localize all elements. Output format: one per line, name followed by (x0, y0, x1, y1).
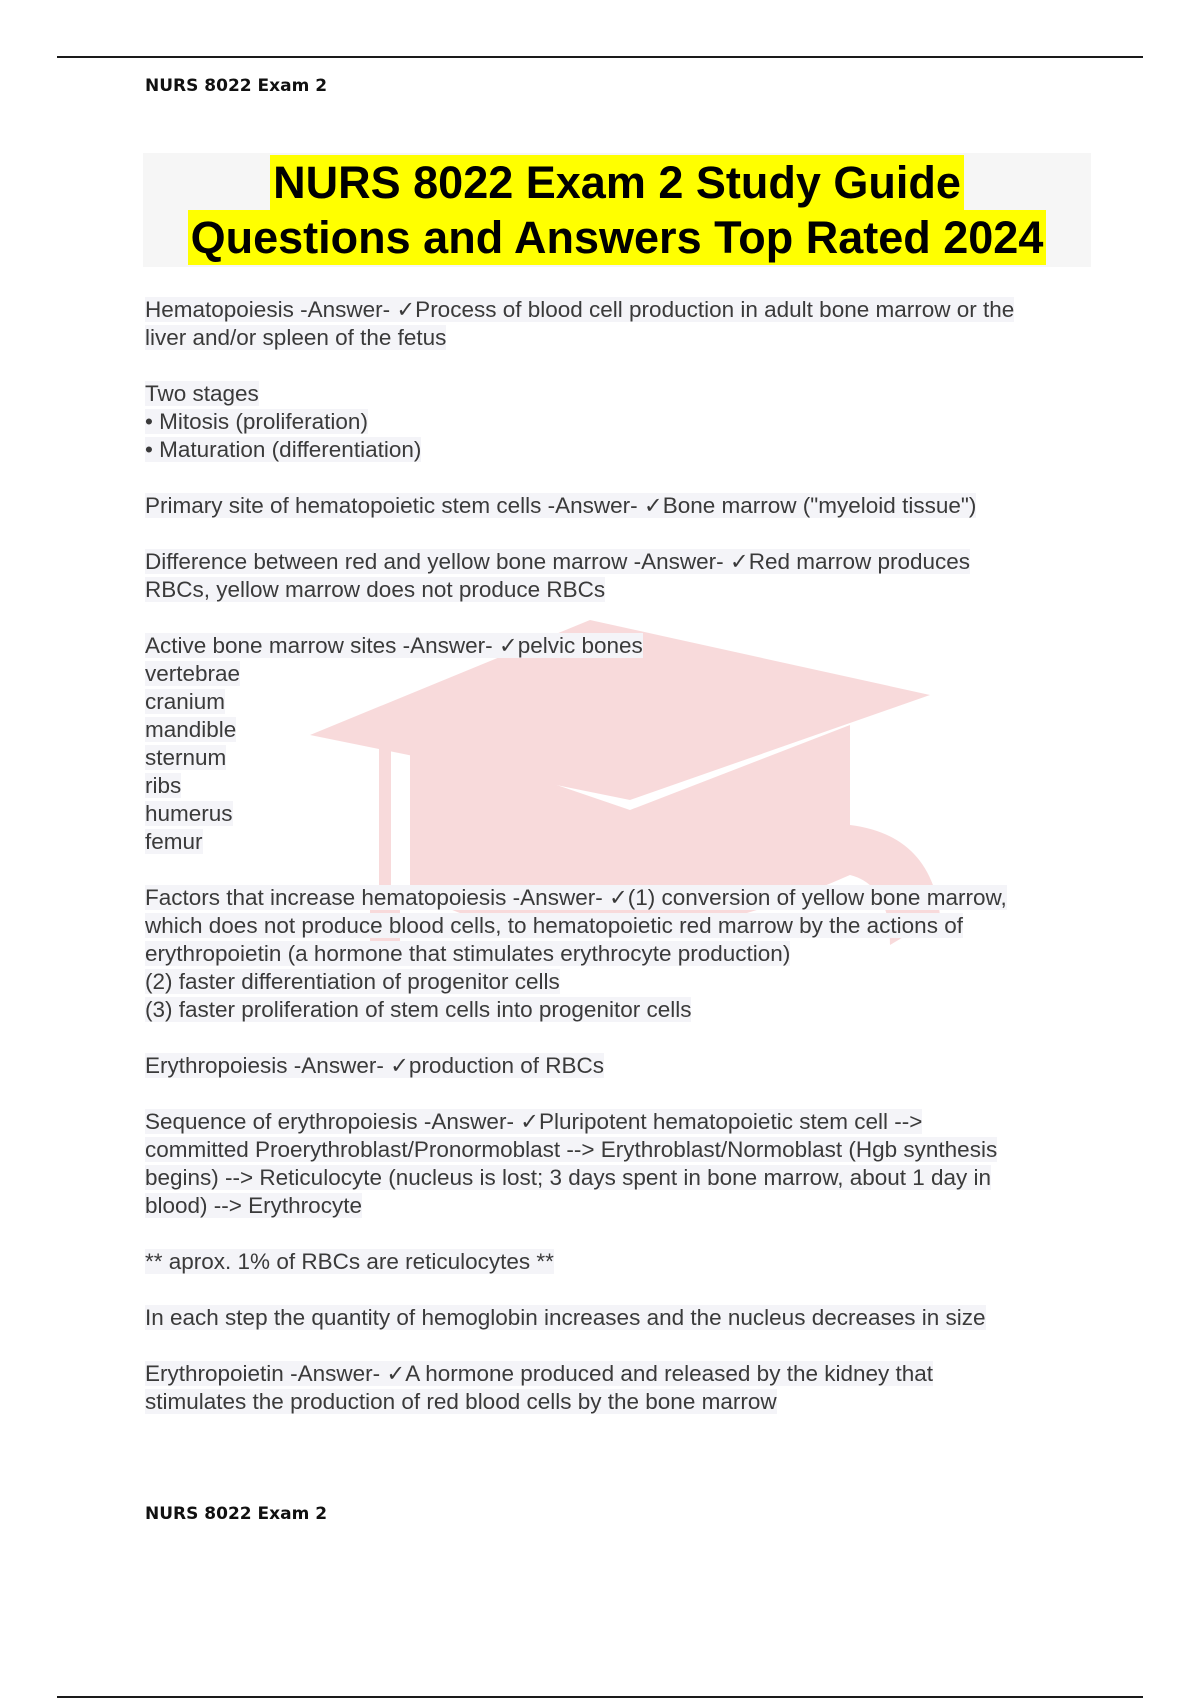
qa-paragraph (145, 548, 1100, 604)
text-line (145, 548, 1100, 576)
text-line (145, 688, 1100, 716)
text-line-content: ** aprox. 1% of RBCs are reticulocytes ** (145, 1249, 554, 1274)
qa-content (145, 296, 1100, 1416)
text-line (145, 1164, 1100, 1192)
text-line (145, 968, 1100, 996)
text-line-content: Sequence of erythropoiesis -Answer- ✓Pluripotent hematopoietic stem cell --> (145, 1109, 923, 1134)
qa-paragraph (145, 492, 1100, 520)
text-line-content: (3) faster proliferation of stem cells into progenitor cells (145, 997, 692, 1022)
title-line-2: Questions and Answers Top Rated 2024 (188, 210, 1047, 265)
text-line (145, 716, 1100, 744)
text-line (145, 1108, 1100, 1136)
text-line-content: ribs (145, 773, 182, 798)
qa-paragraph (145, 1304, 1100, 1332)
text-line-content: Active bone marrow sites -Answer- ✓pelvic bones (145, 633, 643, 658)
text-line-content: committed Proerythroblast/Pronormoblast --> Erythroblast/Normoblast (Hgb synthesis (145, 1137, 998, 1162)
text-line-content: which does not produce blood cells, to hematopoietic red marrow by the actions of (145, 913, 963, 938)
text-line (145, 380, 1100, 408)
qa-paragraph (145, 380, 1100, 464)
text-line (145, 1248, 1100, 1276)
text-line-content: humerus (145, 801, 233, 826)
text-line (145, 296, 1100, 324)
text-line-content: In each step the quantity of hemoglobin increases and the nucleus decreases in size (145, 1305, 986, 1330)
qa-paragraph (145, 884, 1100, 1024)
text-line (145, 884, 1100, 912)
qa-paragraph (145, 1248, 1100, 1276)
text-line (145, 1360, 1100, 1388)
text-line (145, 576, 1100, 604)
page-footer: NURS 8022 Exam 2 (145, 1504, 328, 1524)
text-line-content: Hematopoiesis -Answer- ✓Process of blood cell production in adult bone marrow or the (145, 297, 1015, 322)
text-line (145, 828, 1100, 856)
text-line (145, 800, 1100, 828)
text-line-content: • Maturation (differentiation) (145, 437, 422, 462)
text-line (145, 1304, 1100, 1332)
text-line-content: mandible (145, 717, 237, 742)
title-banner (143, 153, 1091, 267)
text-line (145, 1388, 1100, 1416)
text-line-content: blood) --> Erythrocyte (145, 1193, 362, 1218)
bottom-rule (57, 1696, 1143, 1698)
text-line-content: liver and/or spleen of the fetus (145, 325, 447, 350)
text-line (145, 1192, 1100, 1220)
text-line (145, 912, 1100, 940)
title-line-1: NURS 8022 Exam 2 Study Guide (270, 155, 964, 210)
text-line-content: Difference between red and yellow bone marrow -Answer- ✓Red marrow produces (145, 549, 971, 574)
text-line-content: Two stages (145, 381, 259, 406)
qa-paragraph (145, 296, 1100, 352)
text-line-content: • Mitosis (proliferation) (145, 409, 368, 434)
text-line (145, 660, 1100, 688)
text-line (145, 940, 1100, 968)
text-line (145, 408, 1100, 436)
text-line-content: begins) --> Reticulocyte (nucleus is lost; 3 days spent in bone marrow, about 1 day in (145, 1165, 992, 1190)
text-line-content: (2) faster differentiation of progenitor cells (145, 969, 560, 994)
text-line (145, 996, 1100, 1024)
qa-paragraph (145, 1108, 1100, 1220)
top-rule (57, 56, 1143, 58)
text-line (145, 436, 1100, 464)
page-header: NURS 8022 Exam 2 (145, 76, 328, 96)
text-line (145, 744, 1100, 772)
text-line-content: Erythropoietin -Answer- ✓A hormone produced and released by the kidney that (145, 1361, 934, 1386)
text-line (145, 772, 1100, 800)
text-line (145, 632, 1100, 660)
text-line (145, 492, 1100, 520)
text-line-content: RBCs, yellow marrow does not produce RBCs (145, 577, 606, 602)
text-line (145, 1052, 1100, 1080)
text-line (145, 324, 1100, 352)
qa-paragraph (145, 1052, 1100, 1080)
text-line (145, 1136, 1100, 1164)
text-line-content: Primary site of hematopoietic stem cells -Answer- ✓Bone marrow ("myeloid tissue") (145, 493, 977, 518)
text-line-content: stimulates the production of red blood cells by the bone marrow (145, 1389, 777, 1414)
text-line-content: sternum (145, 745, 227, 770)
text-line-content: Factors that increase hematopoiesis -Answer- ✓(1) conversion of yellow bone marrow, (145, 885, 1007, 910)
text-line-content: erythropoietin (a hormone that stimulates erythrocyte production) (145, 941, 791, 966)
text-line-content: cranium (145, 689, 226, 714)
text-line-content: femur (145, 829, 203, 854)
text-line-content: Erythropoiesis -Answer- ✓production of RBCs (145, 1053, 605, 1078)
qa-paragraph (145, 632, 1100, 856)
qa-paragraph (145, 1360, 1100, 1416)
text-line-content: vertebrae (145, 661, 241, 686)
